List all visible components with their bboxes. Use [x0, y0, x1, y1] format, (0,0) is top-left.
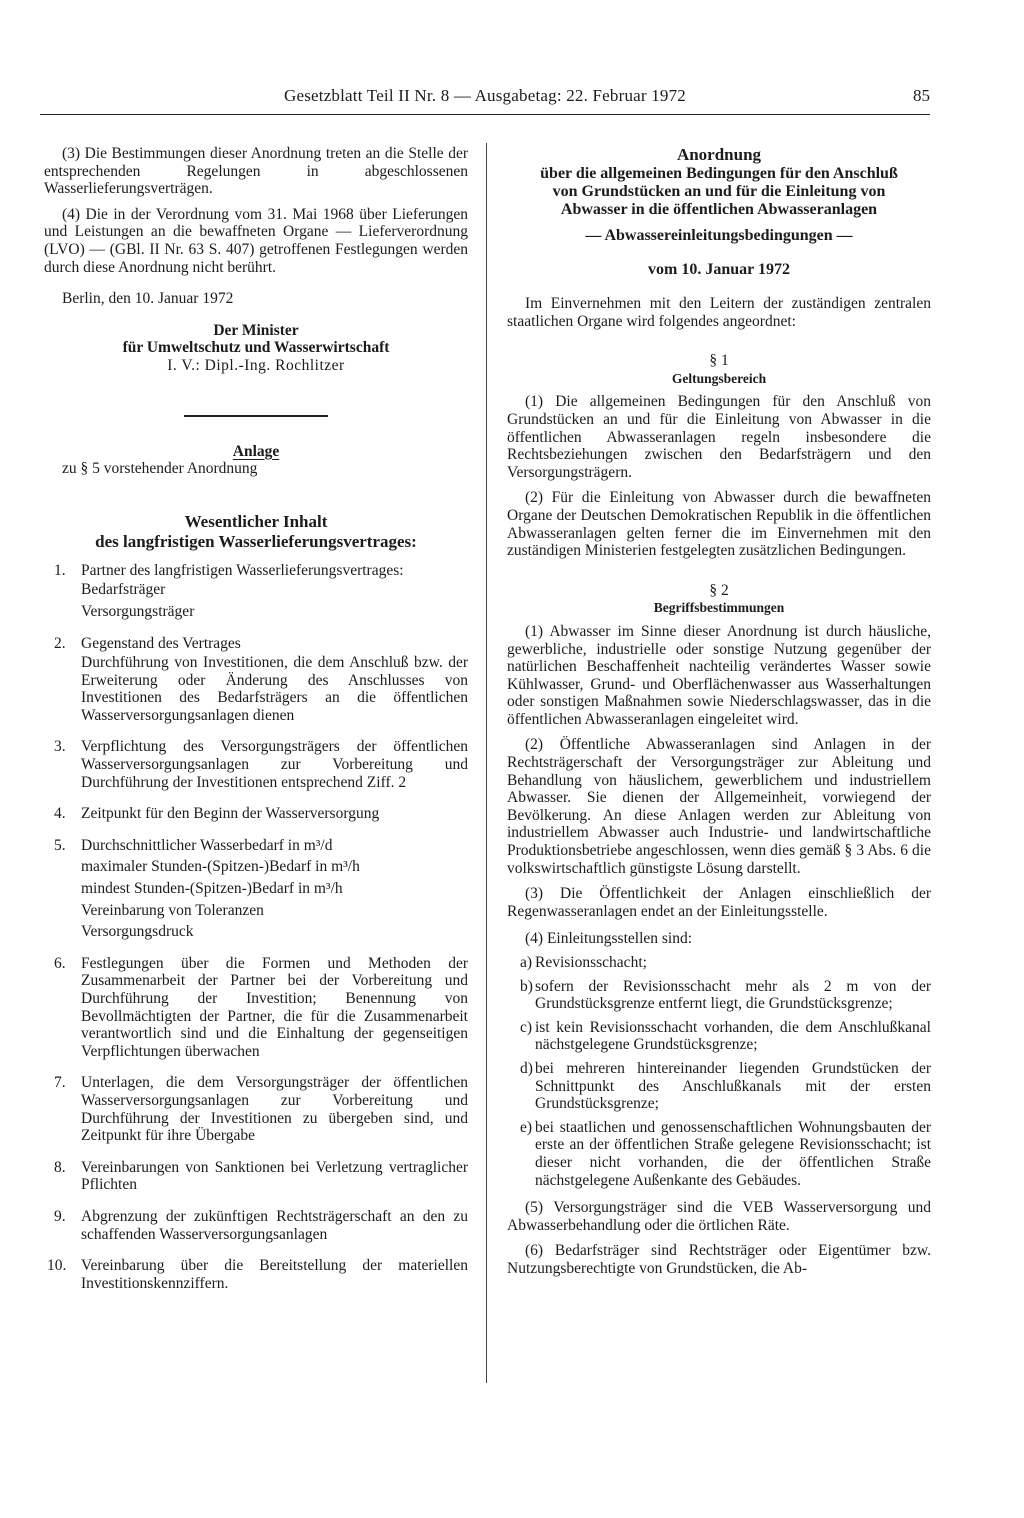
- section-2-paragraph-3: (3) Die Öffentlichkeit der Anlagen einschließlich der Regenwasseranlagen endet an der Einleitungsstelle.: [507, 885, 931, 920]
- list-item: a) Revisionsschacht;: [520, 954, 647, 971]
- list-item: Versorgungsträger: [81, 602, 195, 620]
- list-item: d) bei mehreren hintereinander liegenden Grundstücken der Schnittpunkt des Anschlußkanals mit der ersten Grundstücksgrenze;: [520, 1059, 931, 1113]
- section-2-paragraph-5: (5) Versorgungsträger sind die VEB Wasserversorgung und Abwasserbehandlung oder die örtlichen Räte.: [507, 1199, 931, 1234]
- section-2-paragraph-6: (6) Bedarfsträger sind Rechtsträger oder Eigentümer bzw. Nutzungsberechtigte von Grundstücken, die Ab-: [507, 1242, 931, 1277]
- section-1-number: § 1: [709, 352, 729, 370]
- list-item: 9. Abgrenzung der zukünftigen Rechtsträgerschaft an den zu schaffenden Wasserversorgungsanlagen: [54, 1207, 468, 1243]
- list-item: 3. Verpflichtung des Versorgungsträgers der öffentlichen Wasserversorgungsanlagen zur Vorbereitung und Durchführung der Investitionen entsprechend Ziff. 2: [54, 738, 468, 791]
- list-item: 4. Zeitpunkt für den Beginn der Wasserversorgung: [54, 805, 380, 823]
- ordinance-subtitle-1: über die allgemeinen Bedingungen für den Anschluß: [540, 165, 898, 182]
- section-1-paragraph-1: (1) Die allgemeinen Bedingungen für den Anschluß von Grundstücken an und für die Einleitung von Abwasser in die öffentlichen Abwasseranlagen regeln insbesondere die Rechtsbeziehungen zwischen den Bedarfsträgern und den Versorgungsträgern.: [507, 393, 931, 481]
- list-item: Versorgungsdruck: [81, 923, 194, 941]
- signature-title-1: Der Minister: [213, 321, 299, 339]
- list-item: 6. Festlegungen über die Formen und Methoden der Zusammenarbeit der Partner bei der Vorbereitung und Durchführung der Investition; Benennung von Bevollmächtigten der Partner, die für die Zusammenarbeit verantwortlich sind und die Einhaltung der gegenseitigen Verpflichtungen überwachen: [54, 954, 468, 1060]
- ordinance-date: vom 10. Januar 1972: [648, 261, 790, 278]
- section-2-title: Begriffsbestimmungen: [653, 600, 785, 616]
- list-item: mindest Stunden-(Spitzen-)Bedarf in m³/h: [81, 880, 343, 898]
- paragraph-3: (3) Die Bestimmungen dieser Anordnung treten an die Stelle der entsprechenden Regelungen in abgeschlossenen Wasserlieferungsverträgen.: [44, 145, 468, 198]
- right-column: [507, 145, 931, 1278]
- list-item: Bedarfsträger: [81, 581, 166, 599]
- section-2-paragraph-4: (4) Einleitungsstellen sind:: [525, 930, 693, 948]
- anlage-title: Anlage: [232, 442, 280, 460]
- column-divider: [486, 143, 487, 1383]
- gazette-title: Gesetzblatt Teil II Nr. 8 — Ausgabetag: 22. Februar 1972: [283, 86, 687, 105]
- ordinance-short-title: — Abwassereinleitungsbedingungen —: [585, 227, 853, 244]
- section-2-number: § 2: [709, 581, 729, 599]
- list-item: 1. Partner des langfristigen Wasserlieferungsvertrages:: [54, 561, 404, 579]
- section-1-title: Geltungsbereich: [671, 370, 767, 386]
- section-1-paragraph-2: (2) Für die Einleitung von Abwasser durch die bewaffneten Organe der Deutschen Demokratischen Republik in die öffentlichen Abwasseranlagen gelten ferner die im Einvernehmen mit den zuständigen Ministerien festgelegten zusätzlichen Bedingungen.: [507, 489, 931, 560]
- place-date: Berlin, den 10. Januar 1972: [62, 290, 234, 308]
- ordinance-title: Anordnung: [676, 145, 762, 164]
- list-item: 8. Vereinbarungen von Sanktionen bei Verletzung vertraglicher Pflichten: [54, 1158, 468, 1194]
- list-item: 7. Unterlagen, die dem Versorgungsträger der öffentlichen Wasserversorgungsanlagen zur Vorbereitung und Durchführung der Investitionen zu übergeben sind, und Zeitpunkt für ihre Übergabe: [54, 1074, 468, 1145]
- page-number: 85: [913, 86, 930, 105]
- content-list: [44, 562, 468, 1293]
- content-title-1: Wesentlicher Inhalt: [184, 511, 328, 531]
- left-column: [44, 145, 468, 1292]
- section-2-paragraph-1: (1) Abwasser im Sinne dieser Anordnung ist durch häusliche, gewerbliche, industrielle oder sonstige Nutzung gegenüber der natürlichen Beschaffenheit nachteilig verändertes Wasser sowie Kühlwasser, Grund- und Oberflächenwasser aus Wasserhaltungen oder sonstigen Maßnahmen sowie Niederschlagswasser, das in die öffentlichen Abwasseranlagen eingeleitet wird.: [507, 622, 931, 728]
- signature-title-2: für Umweltschutz und Wasserwirtschaft: [122, 339, 390, 357]
- separator-rule: [184, 415, 328, 417]
- anlage-subtitle: zu § 5 vorstehender Anordnung: [62, 460, 258, 478]
- list-item: Vereinbarung von Toleranzen: [81, 901, 264, 919]
- list-item: 2. Gegenstand des Vertrages: [54, 634, 241, 652]
- ordinance-subtitle-3: Abwasser in die öffentlichen Abwasseranlagen: [560, 201, 878, 218]
- list-item: Durchführung von Investitionen, die dem Anschluß bzw. der Erweiterung oder Änderung des Anschlusses von Investitionen des Bedarfsträgers an die öffentlichen Wasserversorgungsanlagen dienen: [81, 654, 468, 724]
- list-item: 5. Durchschnittlicher Wasserbedarf in m³/d: [54, 836, 333, 854]
- paragraph-4: (4) Die in der Verordnung vom 31. Mai 1968 über Lieferungen und Leistungen an die bewaffneten Organe — Lieferverordnung (LVO) — (GBl. II Nr. 63 S. 407) getroffenen Festlegungen werden durch diese Anordnung nicht berührt.: [44, 205, 468, 276]
- page-header: [40, 84, 930, 115]
- intro-paragraph: Im Einvernehmen mit den Leitern der zuständigen zentralen staatlichen Organe wird folgendes angeordnet:: [507, 295, 931, 330]
- ordinance-subtitle-2: von Grundstücken an und für die Einleitung von: [552, 183, 886, 200]
- signature-name: I. V.: Dipl.-Ing. Rochlitzer: [167, 356, 345, 374]
- section-2-paragraph-2: (2) Öffentliche Abwasseranlagen sind Anlagen in der Rechtsträgerschaft der Versorgungsträger zur Ableitung und Behandlung von häuslichem, gewerblichem und industriellem Abwasser. Sie dienen der Allgemeinheit, vorwiegend der Bevölkerung. An diese Anlagen werden zur Ableitung von industriellem Abwasser auch Industrie- und landwirtschaftliche Produktionsbetriebe angeschlossen, wenn dies gemäß § 3 Abs. 6 die volkswirtschaftlich günstigste Lösung darstellt.: [507, 736, 931, 877]
- list-item: b) sofern der Revisionsschacht mehr als 2 m von der Grundstücksgrenze entfernt liegt, die Grundstücksgrenze;: [520, 977, 931, 1013]
- list-item: maximaler Stunden-(Spitzen-)Bedarf in m³/h: [81, 858, 360, 876]
- list-item: c) ist kein Revisionsschacht vorhanden, die dem Anschlußkanal nächstgelegene Grundstücksgrenze;: [520, 1018, 931, 1054]
- content-title-2: des langfristigen Wasserlieferungsvertrages:: [95, 531, 417, 551]
- list-item: 10. Vereinbarung über die Bereitstellung der materiellen Investitionskennziffern.: [47, 1257, 468, 1292]
- list-item: e) bei staatlichen und genossenschaftlichen Wohnungsbauten der erste an der öffentlichen Straße gelegene Revisionsschacht; ist dieser nicht vorhanden, die der öffentlichen Straße nächstgelegene Außenkante des Gebäudes.: [520, 1118, 931, 1189]
- einleitungsstellen-list: [507, 954, 931, 1189]
